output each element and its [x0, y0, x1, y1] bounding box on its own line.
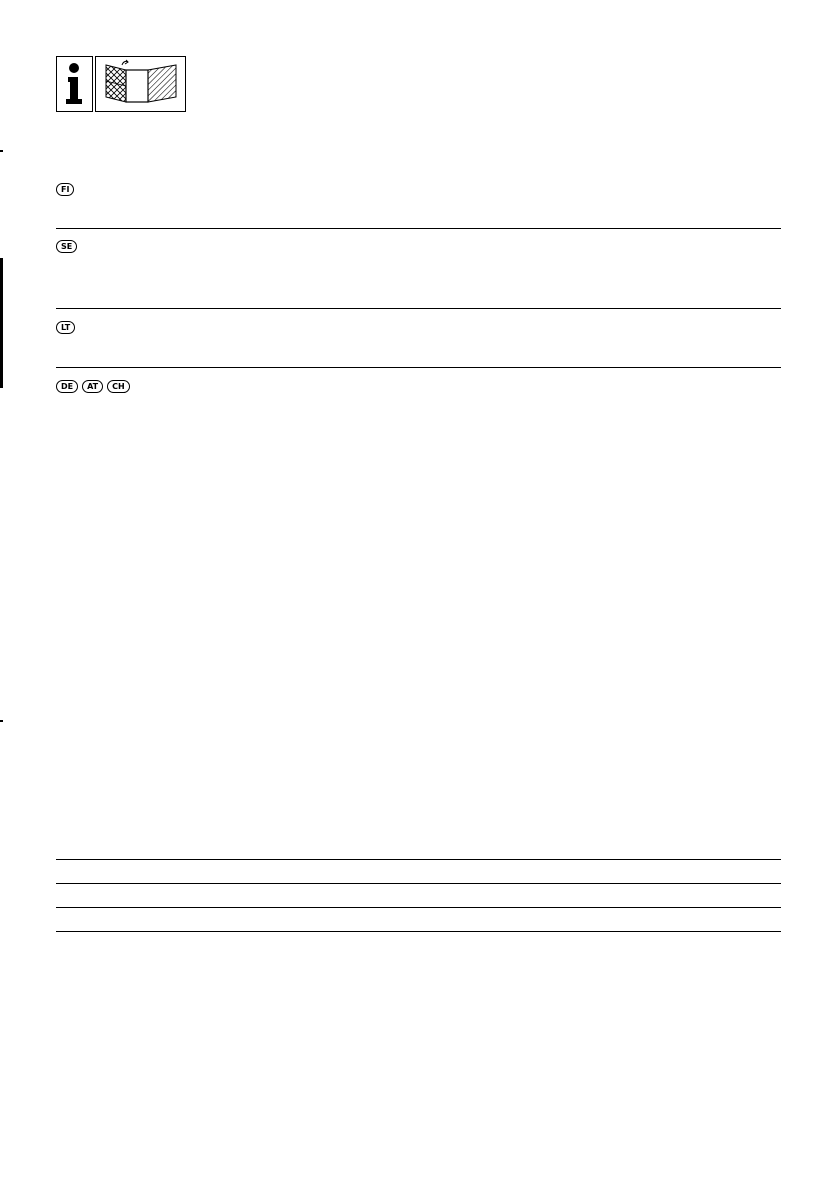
divider-rule [56, 907, 781, 908]
country-badge-at: AT [82, 380, 103, 393]
divider-rule [56, 859, 781, 860]
edge-tick [0, 150, 3, 152]
country-badge-fi: FI [56, 183, 74, 196]
section-lt-badges [56, 321, 75, 334]
divider-rule [56, 883, 781, 884]
folded-manual-icon [95, 56, 186, 112]
edge-tick [0, 720, 3, 722]
divider-rule [56, 931, 781, 932]
country-badge-ch: CH [107, 380, 130, 393]
info-icon [56, 56, 93, 112]
section-fi-badges [56, 183, 74, 196]
edge-index-tab [0, 258, 3, 388]
country-badge-de: DE [56, 380, 78, 393]
divider-rule [56, 367, 781, 368]
section-se-badges [56, 240, 77, 253]
divider-rule [56, 308, 781, 309]
country-badge-lt: LT [56, 321, 75, 334]
divider-rule [56, 228, 781, 229]
country-badge-se: SE [56, 240, 77, 253]
section-de-at-ch-badges [56, 380, 130, 393]
